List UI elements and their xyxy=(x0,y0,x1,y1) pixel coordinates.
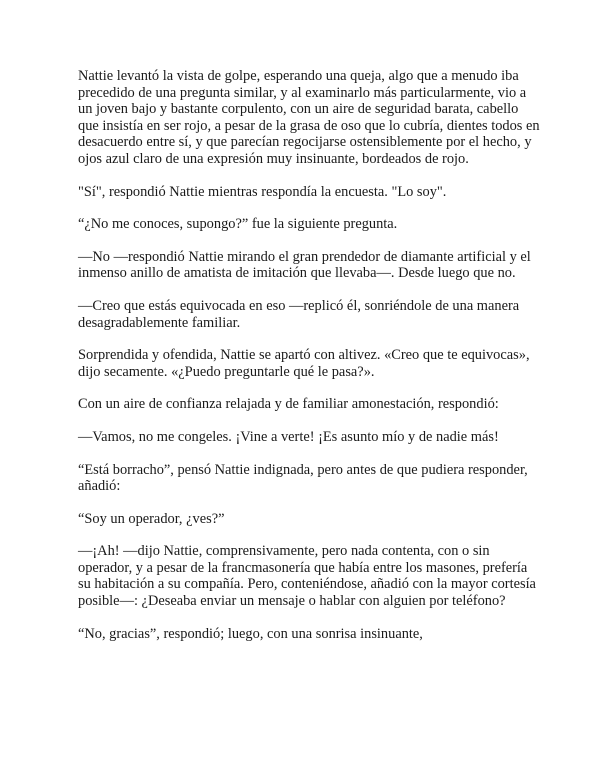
paragraph-6: Sorprendida y ofendida, Nattie se apartó con altivez. «Creo que te equivocas», dijo secamente. «¿Puedo preguntarle qué le pasa?». xyxy=(78,347,530,380)
paragraph-8: —Vamos, no me congeles. ¡Vine a verte! ¡Es asunto mío y de nadie más! xyxy=(78,428,499,445)
paragraph-5: —Creo que estás equivocada en eso —replicó él, sonriéndole de una manera desagradablemente familiar. xyxy=(78,297,520,331)
paragraph-9: “Está borracho”, pensó Nattie indignada, pero antes de que pudiera responder, añadió: xyxy=(78,461,528,495)
paragraph-1: Nattie levantó la vista de golpe, esperando una queja, algo que a menudo iba precedido de una pregunta similar, y al examinarlo más particularmente, vio a un joven bajo y bastante corpulento, con un aire de seguridad barata, cabello que insistía en ser rojo, a pesar de la grasa de oso que lo cubría, dientes todos en desacuerdo entre sí, y que parecían regocijarse ostensiblemente por el hecho, y ojos azul claro de una expresión muy insinuante, bordeados de rojo. xyxy=(78,68,540,167)
paragraph-3: “¿No me conoces, supongo?” fue la siguiente pregunta. xyxy=(78,216,398,233)
paragraph-2: "Sí", respondió Nattie mientras respondía la encuesta. "Lo soy". xyxy=(78,183,447,200)
paragraph-4: —No —respondió Nattie mirando el gran prendedor de diamante artificial y el inmenso anillo de amatista de imitación que llevaba—. Desde luego que no. xyxy=(78,248,531,282)
paragraph-7: Con un aire de confianza relajada y de familiar amonestación, respondió: xyxy=(78,396,499,413)
document-body xyxy=(78,68,540,658)
paragraph-11: —¡Ah! —dijo Nattie, comprensivamente, pero nada contenta, con o sin operador, y a pesar de la francmasonería que había entre los masones, prefería su habitación a su compañía. Pero, conteniéndose, añadió con la mayor cortesía posible—: ¿Deseaba enviar un mensaje o hablar con alguien por teléfono? xyxy=(78,543,536,610)
paragraph-12: “No, gracias”, respondió; luego, con una sonrisa insinuante, xyxy=(78,625,423,642)
paragraph-10: “Soy un operador, ¿ves?” xyxy=(78,510,225,527)
